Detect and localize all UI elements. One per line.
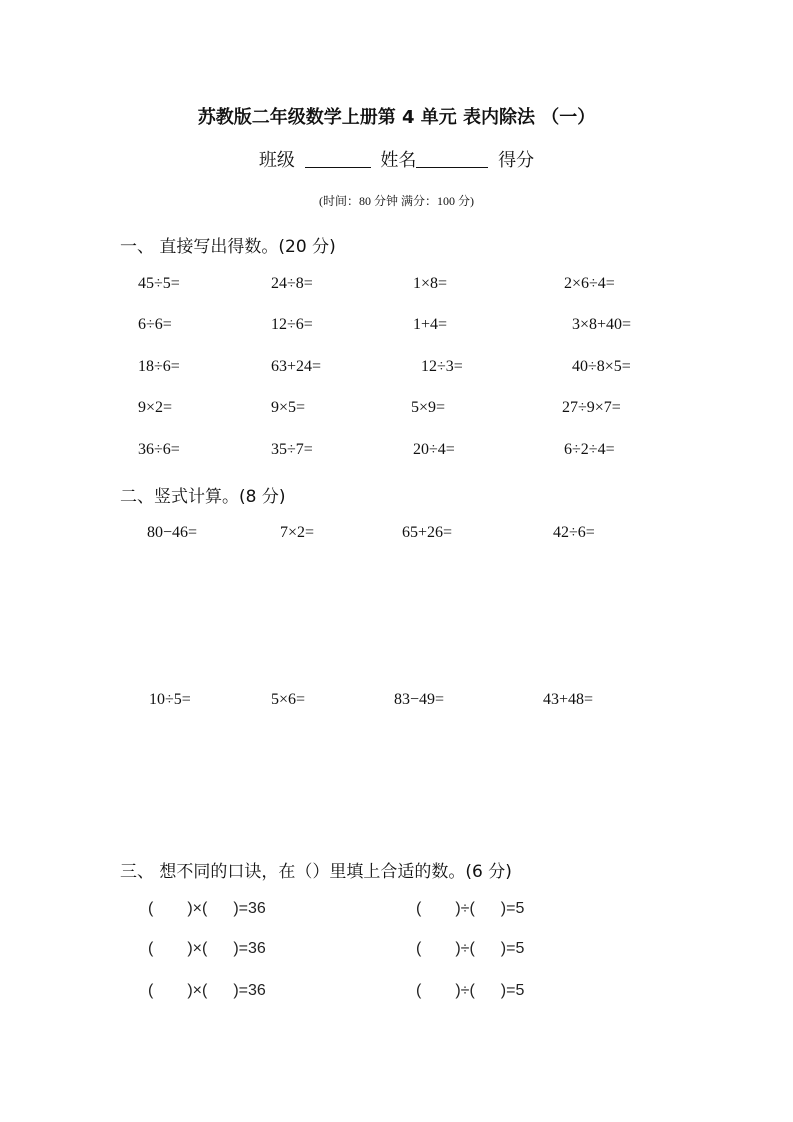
- problem: 45÷5=: [138, 275, 180, 292]
- problem: 27÷9×7=: [562, 399, 621, 416]
- open-paren: (: [148, 900, 154, 917]
- problem: 7×2=: [280, 524, 315, 541]
- fill-in-multiplication[interactable]: [148, 900, 266, 918]
- problem: 1×8=: [413, 275, 448, 292]
- problem: 42÷6=: [553, 524, 595, 541]
- problem: 80−46=: [147, 524, 198, 541]
- problem: 65+26=: [402, 524, 453, 541]
- section3-heading: 三、 想不同的口诀，在（）里填上合适的数。(6 分): [120, 862, 512, 882]
- problem: 63+24=: [271, 358, 322, 375]
- multiply-operator: )×(: [187, 900, 208, 917]
- problem: 6÷2÷4=: [564, 441, 615, 458]
- result: )=5: [500, 982, 525, 999]
- class-blank[interactable]: [305, 149, 371, 168]
- section2-heading: 二、竖式计算。(8 分): [120, 487, 286, 507]
- result: )=5: [500, 940, 525, 957]
- problem: 12÷6=: [271, 316, 313, 333]
- class-label: 班级: [258, 150, 295, 171]
- problem: 24÷8=: [271, 275, 313, 292]
- worksheet-title: 苏教版二年级数学上册第 4 单元 表内除法 （一）: [197, 107, 596, 128]
- problem: 40÷8×5=: [572, 358, 631, 375]
- time-score-info: (时间：80 分钟 满分：100 分): [319, 194, 474, 208]
- open-paren: (: [148, 940, 154, 957]
- open-paren: (: [148, 982, 154, 999]
- name-blank[interactable]: [416, 149, 488, 168]
- multiply-operator: )×(: [187, 940, 208, 957]
- divide-operator: )÷(: [455, 940, 475, 957]
- problem: 12÷3=: [421, 358, 463, 375]
- fill-in-division[interactable]: [416, 940, 524, 958]
- result: )=36: [233, 900, 266, 917]
- divide-operator: )÷(: [455, 900, 475, 917]
- fill-in-division[interactable]: [416, 900, 524, 918]
- student-info-row: [0, 146, 793, 172]
- result: )=36: [233, 940, 266, 957]
- problem: 35÷7=: [271, 441, 313, 458]
- section1-heading: 一、 直接写出得数。(20 分): [120, 237, 336, 257]
- multiply-operator: )×(: [187, 982, 208, 999]
- name-label: 姓名: [380, 150, 417, 171]
- problem: 3×8+40=: [572, 316, 632, 333]
- fill-in-division[interactable]: [416, 982, 524, 1000]
- score-label: 得分: [498, 150, 535, 171]
- open-paren: (: [416, 982, 422, 999]
- fill-in-multiplication[interactable]: [148, 940, 266, 958]
- problem: 36÷6=: [138, 441, 180, 458]
- open-paren: (: [416, 900, 422, 917]
- problem: 43+48=: [543, 691, 594, 708]
- problem: 83−49=: [394, 691, 445, 708]
- result: )=5: [500, 900, 525, 917]
- problem: 9×2=: [138, 399, 173, 416]
- problem: 5×9=: [411, 399, 446, 416]
- result: )=36: [233, 982, 266, 999]
- problem: 6÷6=: [138, 316, 172, 333]
- open-paren: (: [416, 940, 422, 957]
- problem: 9×5=: [271, 399, 306, 416]
- problem: 20÷4=: [413, 441, 455, 458]
- problem: 18÷6=: [138, 358, 180, 375]
- fill-in-multiplication[interactable]: [148, 982, 266, 1000]
- divide-operator: )÷(: [455, 982, 475, 999]
- problem: 1+4=: [413, 316, 448, 333]
- problem: 10÷5=: [149, 691, 191, 708]
- problem: 2×6÷4=: [564, 275, 615, 292]
- problem: 5×6=: [271, 691, 306, 708]
